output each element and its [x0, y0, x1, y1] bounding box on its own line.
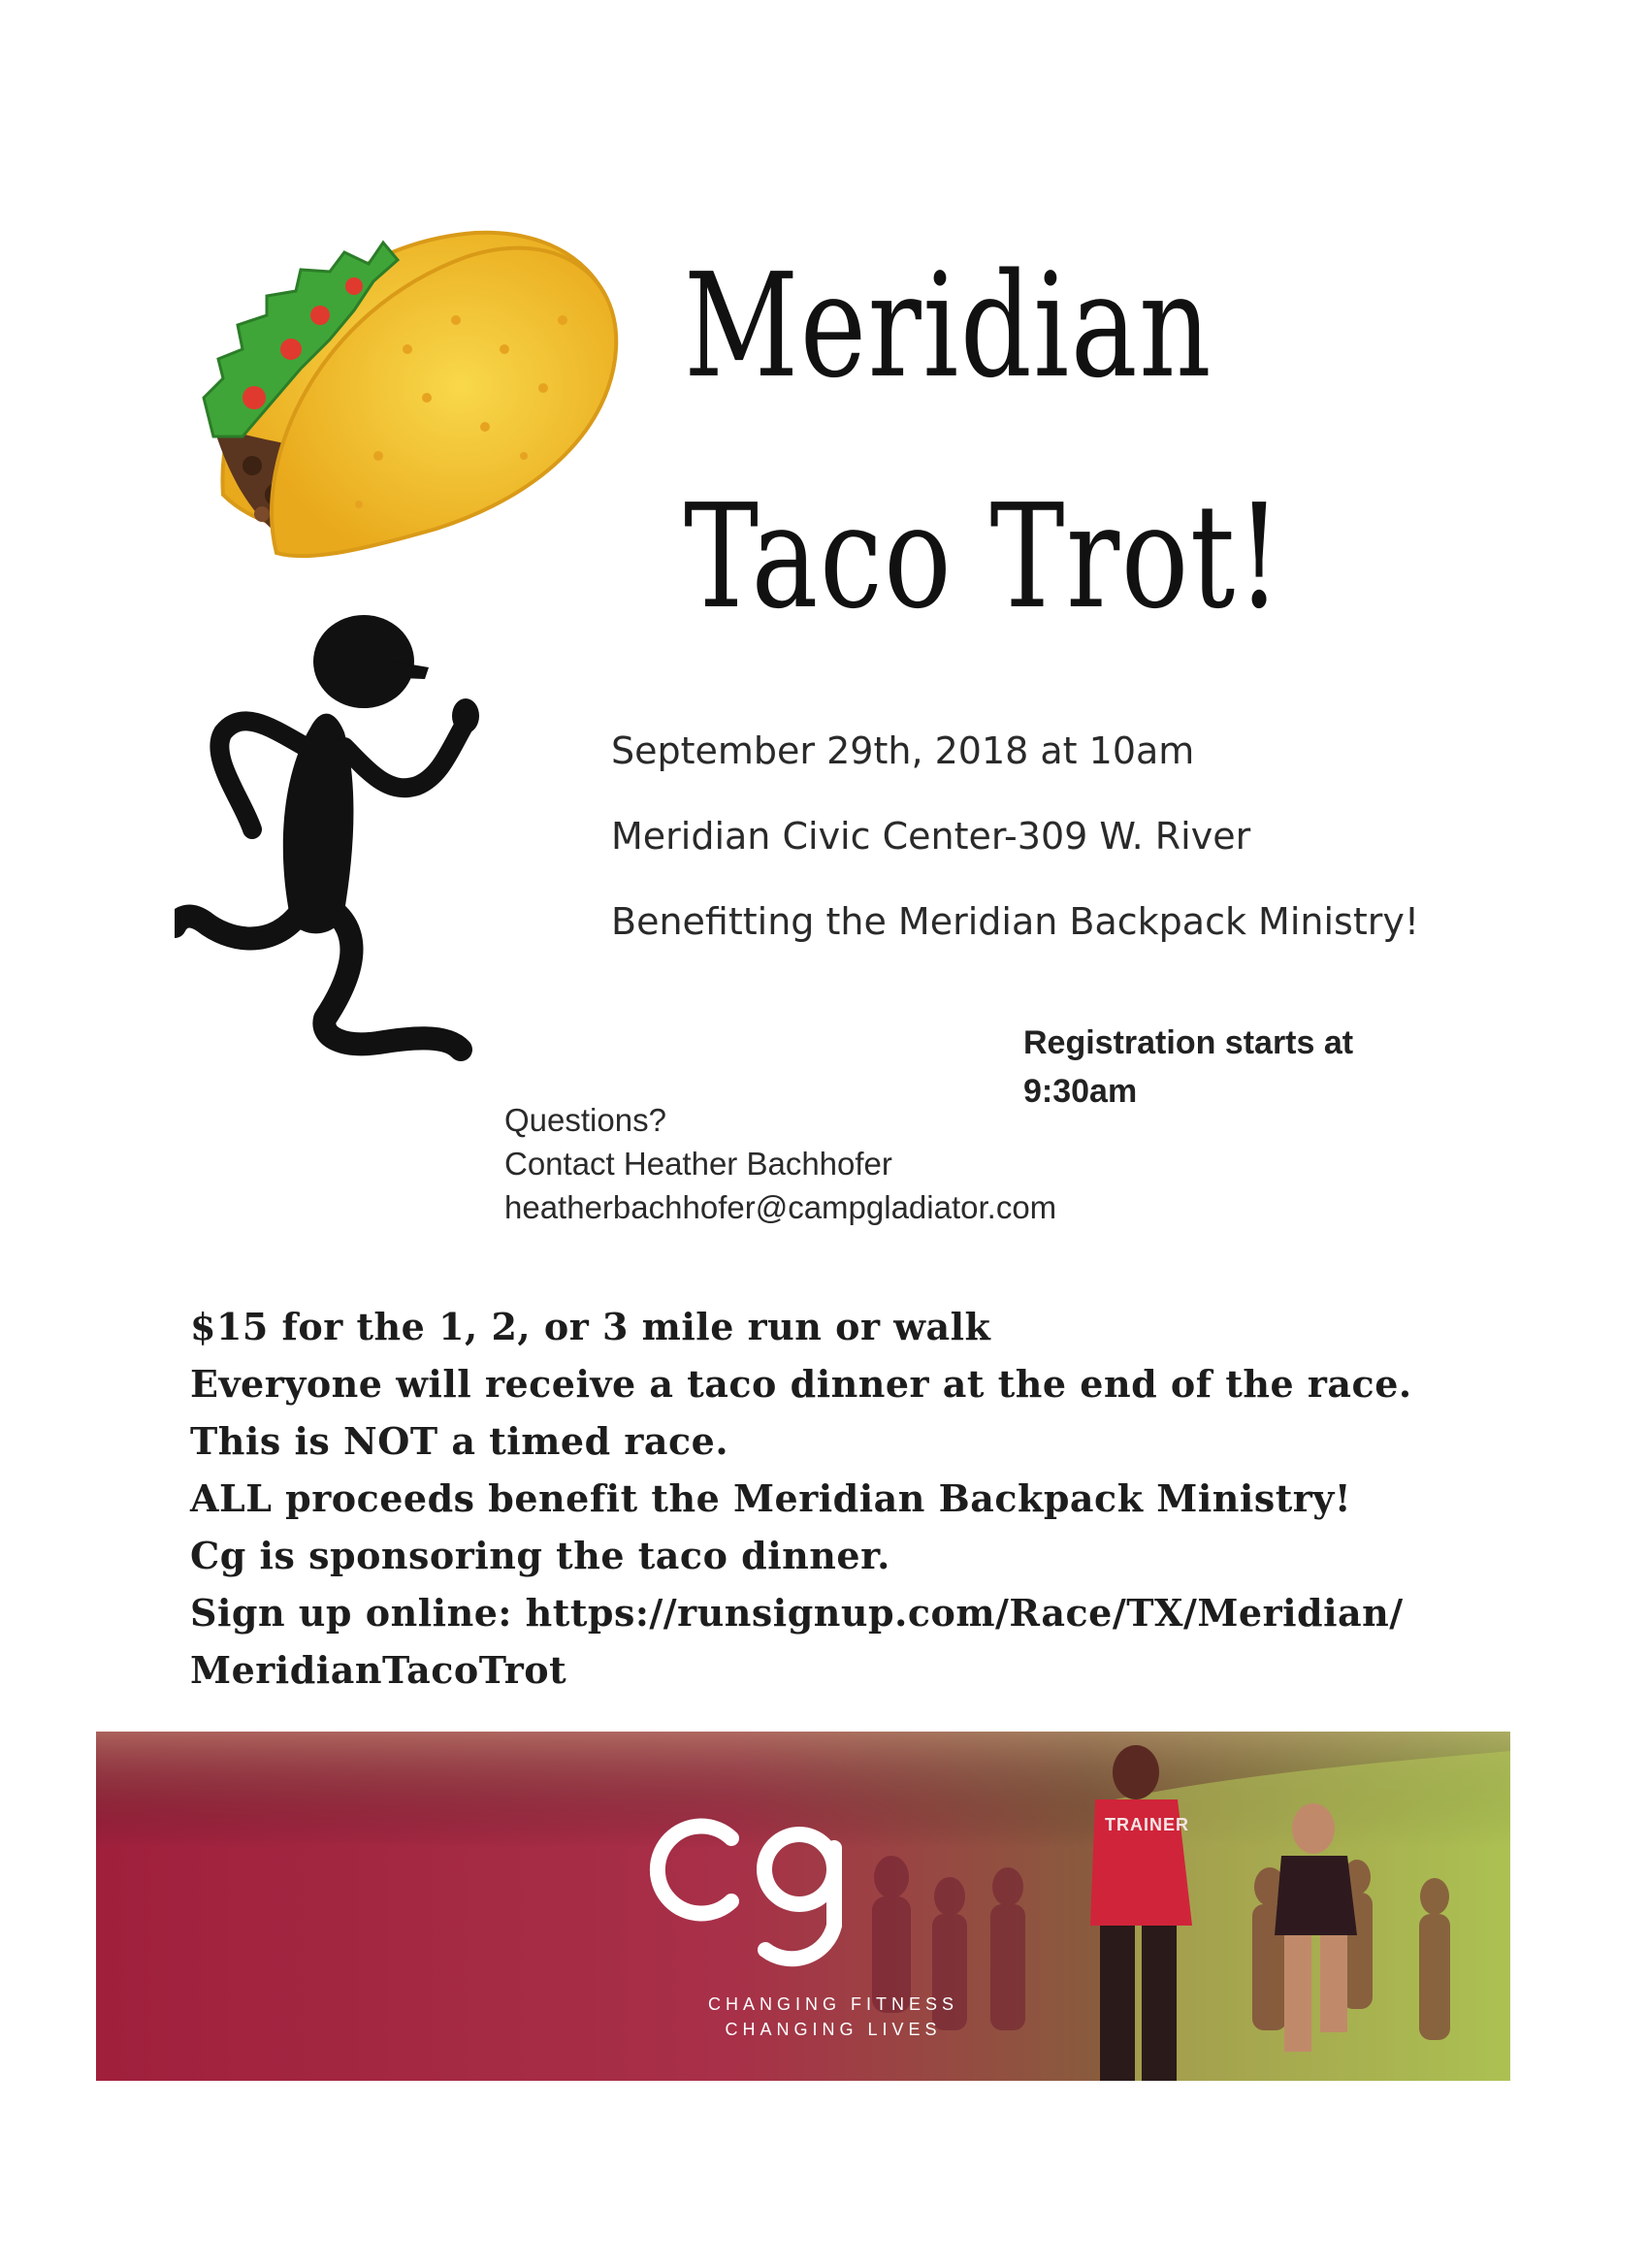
details-line: ALL proceeds benefit the Meridian Backpack Ministry! [190, 1476, 1352, 1520]
signup-link-line-2[interactable]: MeridianTacoTrot [190, 1648, 567, 1692]
details-line: $15 for the 1, 2, or 3 mile run or walk [190, 1305, 991, 1348]
title-line-2: Taco Trot! [684, 473, 1283, 640]
contact-heading: Questions? [504, 1102, 666, 1138]
runner-icon [175, 601, 553, 1077]
details-list [190, 1298, 1548, 1699]
contact-email[interactable]: heatherbachhofer@campgladiator.com [504, 1189, 1057, 1225]
registration-line-2: 9:30am [1023, 1073, 1138, 1110]
details-line: This is NOT a timed race. [190, 1419, 729, 1463]
details-line: Cg is sponsoring the taco dinner. [190, 1534, 890, 1577]
contact-name: Contact Heather Bachhofer [504, 1146, 892, 1182]
registration-line-1: Registration starts at [1023, 1024, 1354, 1061]
signup-link-line-1[interactable]: Sign up online: https://runsignup.com/Race/TX/Meridian/ [190, 1591, 1404, 1635]
sponsor-banner [96, 1732, 1510, 2081]
event-benefit: Benefitting the Meridian Backpack Ministry! [611, 900, 1420, 943]
event-date: September 29th, 2018 at 10am [611, 729, 1195, 772]
registration-note [1023, 1019, 1431, 1116]
banner-tagline [591, 1992, 1076, 2042]
tagline-line-2: CHANGING LIVES [725, 2020, 942, 2039]
tagline-line-1: CHANGING FITNESS [707, 1994, 958, 2014]
trainer-label: TRAINER [1105, 1815, 1189, 1834]
taco-icon [184, 204, 630, 582]
title-line-1: Meridian [684, 243, 1213, 409]
details-line: Everyone will receive a taco dinner at the end of the race. [190, 1362, 1412, 1406]
event-location: Meridian Civic Center-309 W. River [611, 815, 1251, 858]
contact-block [504, 1098, 1056, 1229]
